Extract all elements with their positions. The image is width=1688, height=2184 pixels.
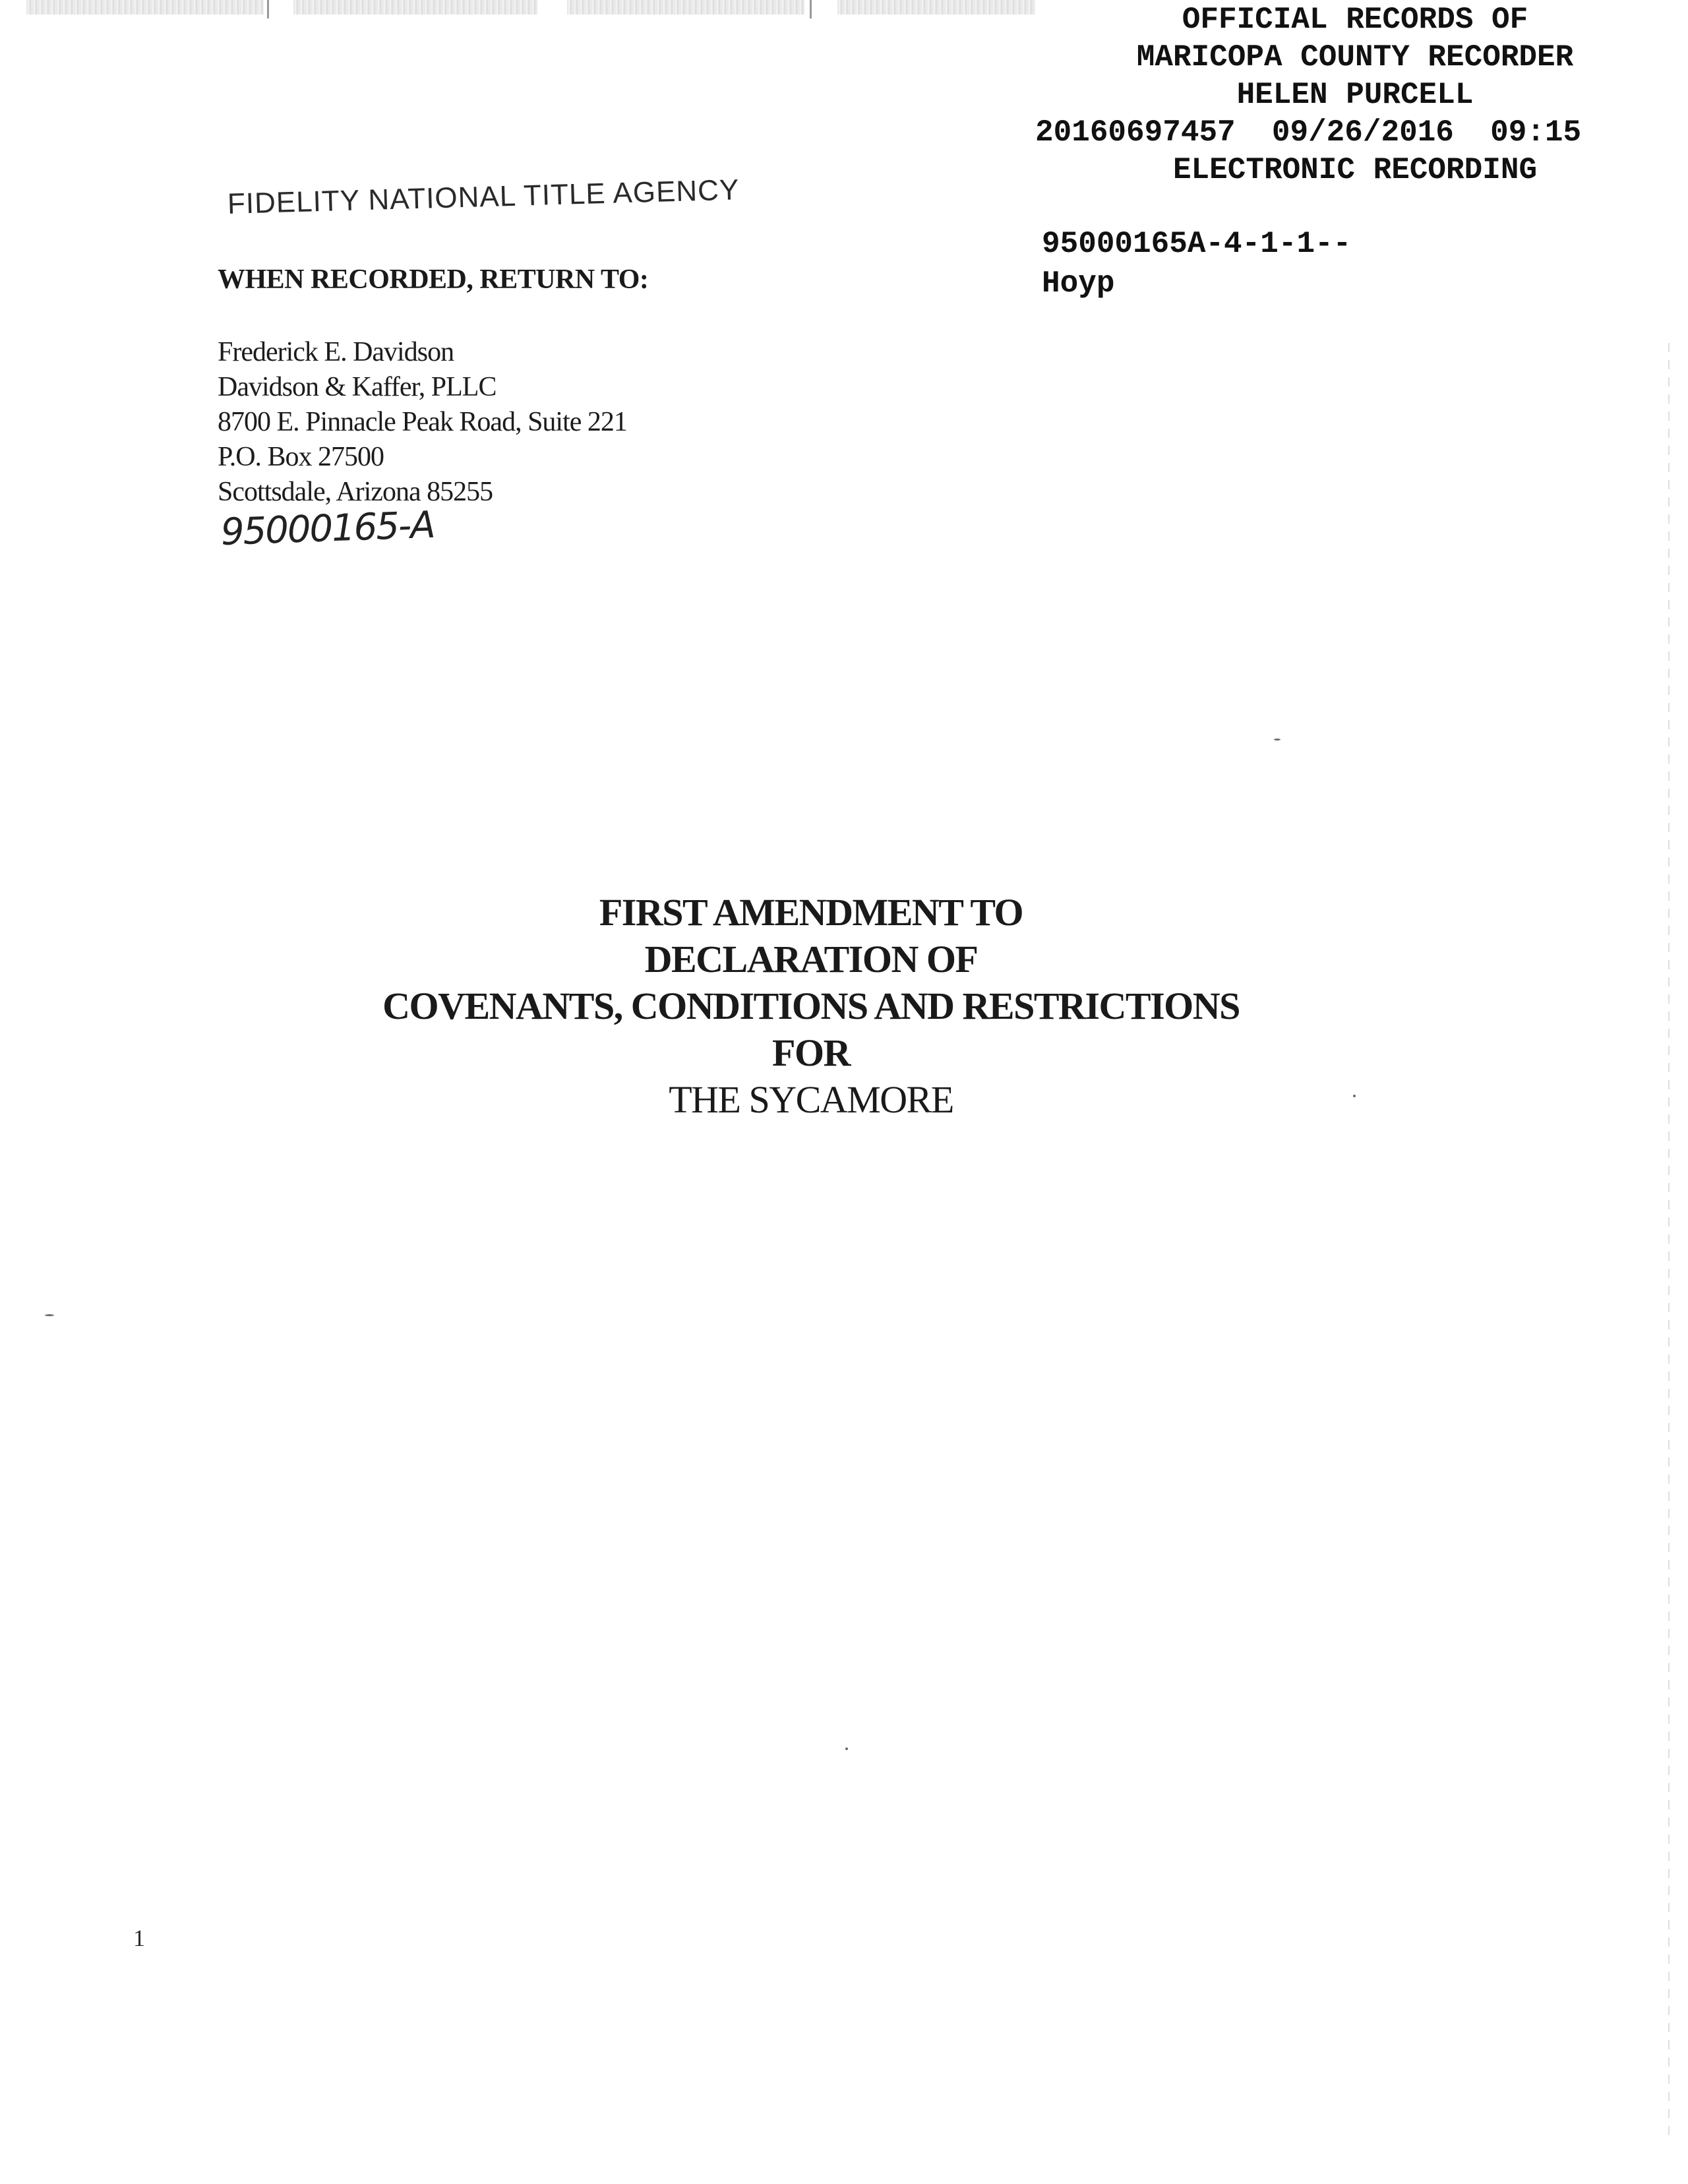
address-line: Scottsdale, Arizona 85255 <box>218 477 493 507</box>
scan-speck <box>1274 739 1281 741</box>
handwritten-note: 95000165-A <box>220 503 435 554</box>
recorder-line: HELEN PURCELL <box>1236 78 1474 112</box>
return-to-heading: WHEN RECORDED, RETURN TO: <box>218 264 649 295</box>
scan-artifact-strip <box>837 0 1035 15</box>
page-number: 1 <box>133 1925 145 1951</box>
reference-number: 95000165A-4-1-1-- <box>1042 227 1352 261</box>
scan-artifact-tick <box>810 0 812 18</box>
document-title <box>316 889 1306 1123</box>
reference-initials: Hoyp <box>1042 266 1115 301</box>
scan-speck <box>1353 1095 1356 1097</box>
address-line: Frederick E. Davidson <box>218 337 454 367</box>
scan-speck <box>845 1747 848 1750</box>
title-line: DECLARATION OF <box>644 938 978 981</box>
return-address <box>218 335 627 510</box>
recording-number-line: 20160697457 09/26/2016 09:15 <box>1035 115 1582 150</box>
recorder-reference <box>1042 224 1351 303</box>
recorder-line: MARICOPA COUNTY RECORDER <box>1136 40 1574 75</box>
scan-artifact-strip <box>567 0 804 15</box>
agency-stamp: FIDELITY NATIONAL TITLE AGENCY <box>227 173 740 220</box>
title-line: THE SYCAMORE <box>669 1078 953 1121</box>
scan-edge-line <box>1668 343 1670 2137</box>
address-line: P.O. Box 27500 <box>218 442 384 472</box>
title-line: FOR <box>772 1031 850 1074</box>
scan-artifact-tick <box>267 0 269 18</box>
address-line: Davidson & Kaffer, PLLC <box>218 372 497 402</box>
recorder-line: ELECTRONIC RECORDING <box>1172 153 1538 187</box>
recorder-line: OFFICIAL RECORDS OF <box>1182 3 1528 37</box>
address-line: 8700 E. Pinnacle Peak Road, Suite 221 <box>218 407 627 437</box>
scan-speck <box>45 1314 54 1316</box>
recorder-stamp <box>1035 1 1675 189</box>
scan-artifact-strip <box>293 0 537 15</box>
title-line: COVENANTS, CONDITIONS AND RESTRICTIONS <box>382 985 1240 1027</box>
scan-artifact-strip <box>26 0 264 15</box>
title-line: FIRST AMENDMENT TO <box>599 891 1023 934</box>
